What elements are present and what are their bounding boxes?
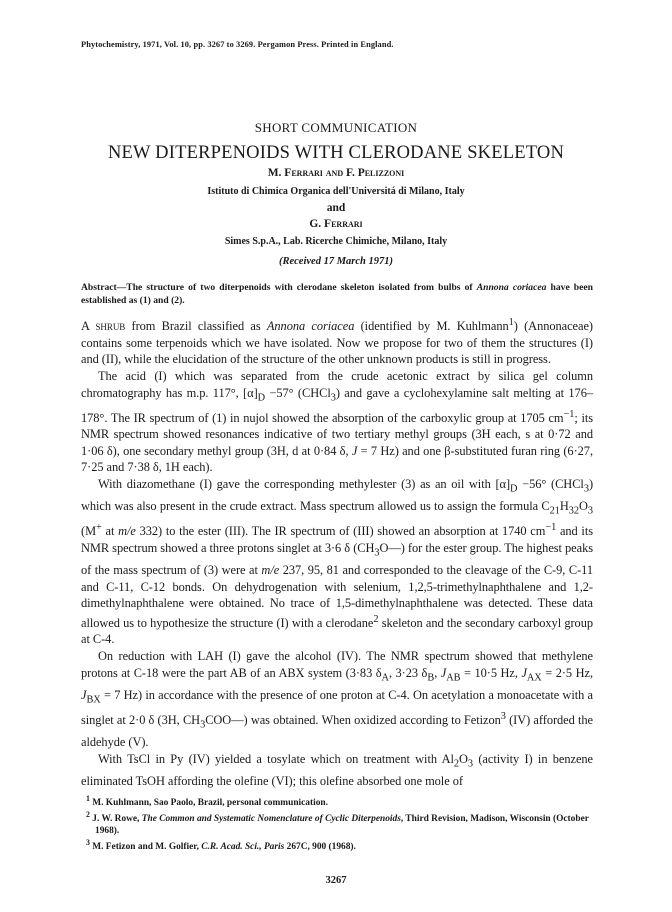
text-run: O [459, 751, 468, 766]
footnote-number: 2 [86, 810, 90, 820]
footnote-text: M. Fetizon and M. Golfier, [89, 842, 202, 853]
paragraph-3 [81, 476, 593, 648]
text-run: ; its NMR spectrum showed resonances indicative of two tertiary methyl groups (3H each, s at 0·72 and 1·06 δ), one secondary methyl group (3H, d at 0·84 δ, [81, 410, 593, 458]
text-run: skeleton and the secondary carboxyl group at C-4. [81, 615, 593, 647]
abstract-species: Annona coriacea [476, 282, 547, 293]
abstract-end: have been established as (1) and (2). [81, 282, 593, 306]
footnote-text: 267C, 900 (1968). [284, 842, 356, 853]
article-body [81, 315, 593, 789]
paragraph-5 [81, 751, 593, 790]
subscript: D [510, 483, 518, 495]
footnotes [81, 793, 593, 853]
footnote-2 [81, 809, 593, 837]
subscript: 3 [374, 547, 380, 559]
text-run: = 10·5 Hz, [460, 665, 522, 680]
paragraph-4 [81, 648, 593, 751]
subscript: 3 [587, 505, 593, 517]
footnote-text: , Third Revision, Madison, Wisconsin (October 1968). [95, 814, 589, 837]
subscript: 21 [549, 505, 560, 517]
text-run: and its NMR spectrum showed a three protons singlet at 3·6 δ (CH [81, 524, 593, 555]
footnote-work-title: The Common and Systematic Nomenclature of Cyclic Diterpenoids [141, 814, 401, 825]
footnote-text: J. W. Rowe, [89, 814, 142, 825]
authors-line-1 [0, 167, 672, 179]
species-name: Annona coriacea [266, 319, 355, 334]
text-run: With TsCl in Py (IV) yielded a tosylate which on treatment with Al [98, 751, 454, 766]
subscript: 2 [453, 758, 460, 770]
affiliation-1: Istituto di Chimica Organica dell'Universitá di Milano, Italy [207, 186, 465, 197]
author-name-2: G. Ferrari [309, 218, 363, 230]
text-run: (activity I) in benzene eliminated TsOH affording the olefine (VI); this olefine absorbed one mole of [81, 751, 593, 788]
text-run: −57° (CHCl [265, 385, 331, 400]
abstract-text: —The structure of two diterpenoids with clerodane skeleton isolated from bulbs of [116, 282, 477, 293]
text-run: (M [81, 524, 97, 539]
footnote-1 [81, 793, 593, 809]
text-run: On reduction with LAH (I) gave the alcohol (IV). The NMR spectrum showed that methylene protons at C-18 were the part AB of an ABX system (3·83 δ [81, 649, 593, 680]
abstract-label: Abstract [81, 282, 117, 293]
footnote-number: 1 [86, 794, 90, 803]
text-run: (identified by M. Kuhlmann [354, 319, 509, 334]
text-run: ) and gave a cyclohexylamine salt melting at 176–178°. The IR spectrum of (1) in nujol showed the absorption of the carboxylic group at 1705 cm [81, 385, 593, 425]
lead-word: A shrub [81, 319, 126, 334]
text-run: = 2·5 Hz, [541, 665, 593, 680]
article-title: NEW DITERPENOIDS WITH CLERODANE SKELETON [107, 143, 565, 163]
text-run: = 7 Hz) and one β-substituted furan ring (6·27, 7·25 and 7·38 δ, 1H each). [81, 443, 593, 475]
coupling-constant: J [351, 443, 358, 458]
reference-marker: 2 [373, 613, 379, 625]
text-run: from Brazil classified as [125, 319, 267, 334]
authors-names-1: M. Ferrari and F. Pelizzoni [267, 167, 405, 179]
authors-line-2 [0, 218, 672, 230]
text-run: With diazomethane (I) gave the corresponding methylester (3) as an oil with [α] [98, 477, 511, 492]
subscript: D [257, 391, 266, 403]
subscript: 32 [568, 505, 579, 517]
page-number: 3267 [325, 875, 347, 886]
reference-marker: 3 [500, 710, 506, 722]
text-run: The acid (I) which was separated from the crude acetonic extract by silica gel column chromatography has m.p. 117°, [α] [81, 368, 593, 400]
text-run: , [434, 665, 441, 680]
text-run: H [559, 499, 569, 514]
footnote-3 [81, 837, 593, 853]
text-run: ) which was also present in the crude extract. Mass spectrum allowed us to assign the formula C [81, 477, 594, 514]
text-run: 237, 95, 81 and corresponded to the cleavage of the C-9, C-11 and C-11, C-12 bonds. On dehydrogenation with selenium, 1,2,5-trimethylnaphthalene and 1,2-dimethylnaphthalene were obtained. No trace of 1,5-dimethylnaphthalene was detected. These data allowed us to hypothesize the structure (I) with a clerodane [81, 562, 593, 630]
received-date: (Received 17 March 1971) [278, 256, 393, 267]
subscript: 3 [330, 391, 336, 403]
coupling-constant: J [81, 687, 87, 702]
text-run: −56° (CHCl [517, 477, 584, 492]
subscript: AX [526, 672, 542, 684]
affiliation-2: Simes S.p.A., Lab. Ricerche Chimiche, Milano, Italy [224, 236, 448, 247]
subscript: A [381, 672, 389, 684]
and-separator: and [326, 202, 346, 214]
superscript: −1 [563, 408, 575, 420]
subscript: BX [86, 694, 101, 706]
subscript: AB [446, 672, 461, 684]
subscript: 3 [583, 483, 589, 495]
abstract [81, 282, 593, 307]
text-run: COO—) was obtained. When oxidized according to Fetizon [205, 712, 501, 727]
superscript: −1 [545, 522, 557, 534]
italic-term: m/e [118, 524, 136, 539]
subscript: 3 [467, 758, 474, 770]
text-run: at [101, 524, 119, 539]
text-run: ) (Annonaceae) contains some terpenoids which we have isolated. Now we propose for two of them the structures (I) and (II), while the elucidation of the structure of the other unknown products is still in progress. [81, 319, 593, 367]
text-run: O—) for the ester group. The highest peaks of the mass spectrum of (3) were at [81, 540, 594, 577]
paragraph-1 [81, 315, 593, 368]
running-head: Phytochemistry, 1971, Vol. 10, pp. 3267 to 3269. Pergamon Press. Printed in England. [81, 40, 394, 49]
text-run: O [578, 499, 588, 514]
section-label: SHORT COMMUNICATION [254, 120, 418, 135]
footnote-number: 3 [86, 838, 90, 848]
superscript: + [96, 522, 102, 534]
subscript: B [427, 672, 435, 684]
footnote-journal: C.R. Acad. Sci., Paris [201, 842, 285, 853]
text-run: 332) to the ester (III). The IR spectrum of (III) showed an absorption at 1740 cm [135, 524, 546, 539]
reference-marker: 1 [508, 317, 514, 328]
coupling-constant: J [440, 665, 447, 680]
text-run: (IV) afforded the aldehyde (V). [81, 712, 593, 749]
text-run: = 7 Hz) in accordance with the presence of one proton at C-4. On acetylation a monoacetate with a singlet at 2·0 δ (3H, CH [81, 687, 593, 727]
coupling-constant: J [521, 665, 527, 680]
footnote-text: M. Kuhlmann, Sao Paolo, Brazil, personal communication. [89, 798, 328, 809]
paragraph-2 [81, 368, 593, 476]
subscript: 3 [200, 719, 206, 731]
text-run: , 3·23 δ [388, 665, 428, 680]
italic-term: m/e [261, 562, 280, 577]
